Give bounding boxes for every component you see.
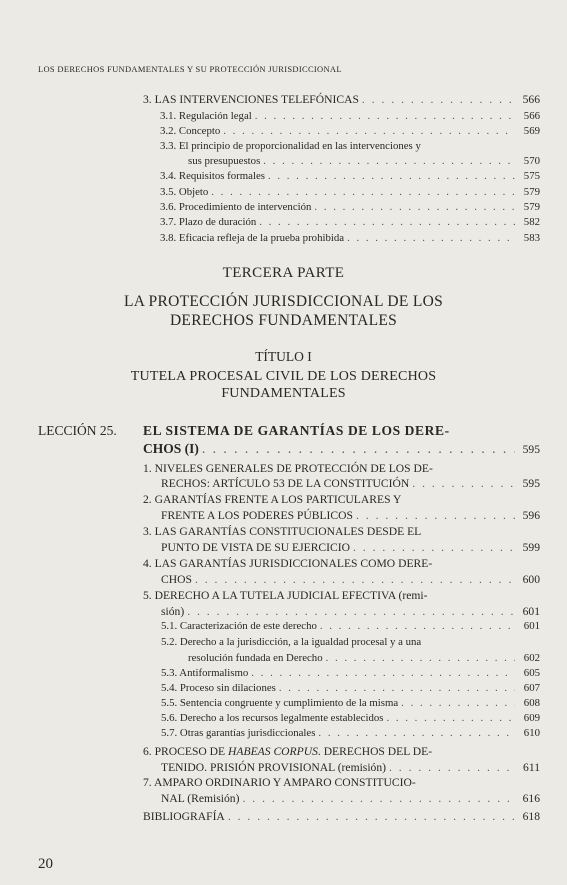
page-number: 20 (38, 856, 53, 872)
toc-entry: TENIDO. PRISIÓN PROVISIONAL (remisión) . . . 611 (161, 761, 540, 774)
toc-entry: 3. LAS INTERVENCIONES TELEFÓNICAS . . . 566 (143, 93, 540, 106)
toc-entry-line: 3.3. El principio de proporcionalidad en las intervenciones y (160, 140, 421, 152)
titulo-title-line-2: FUNDAMENTALES (221, 386, 346, 401)
part-title-line-1: LA PROTECCIÓN JURISDICCIONAL DE LOS (123, 293, 444, 310)
toc-entry-line: 3. LAS GARANTÍAS CONSTITUCIONALES DESDE EL (143, 525, 422, 538)
toc-entry-line: 5.2. Derecho a la jurisdicción, a la igualdad procesal y a una (161, 636, 422, 648)
running-head: LOS DERECHOS FUNDAMENTALES Y SU PROTECCIÓN JURISDICCIONAL (38, 64, 342, 74)
lesson-label: LECCIÓN 25. (38, 423, 117, 438)
toc-entry: 3.2. Concepto . . . 569 (160, 125, 540, 137)
toc-entry: FRENTE A LOS PODERES PÚBLICOS . . . 596 (161, 509, 540, 522)
toc-entry-line: 1. NIVELES GENERALES DE PROTECCIÓN DE LOS DE- (143, 462, 433, 475)
toc-entry: resolución fundada en Derecho . . . 602 (188, 652, 540, 664)
titulo-label: TÍTULO I (255, 349, 312, 364)
toc-entry: sus presupuestos . . . 570 (188, 155, 540, 167)
lesson-title-line-2: CHOS (I) . . . 595 (143, 441, 540, 457)
toc-entry: NAL (Remisión) . . . 616 (161, 792, 540, 805)
toc-entry: 3.5. Objeto . . . 579 (160, 186, 540, 198)
toc-entry: 5.7. Otras garantías jurisdiccionales . . . 610 (161, 727, 540, 739)
toc-entry-line: 4. LAS GARANTÍAS JURISDICCIONALES COMO DERE- (143, 557, 433, 570)
toc-entry-bibliografia: BIBLIOGRAFÍA . . . 618 (143, 810, 540, 823)
toc-entry: 3.8. Eficacia refleja de la prueba prohibida . . . 583 (160, 232, 540, 244)
toc-entry: PUNTO DE VISTA DE SU EJERCICIO . . . 599 (161, 541, 540, 554)
titulo-title-line-1: TUTELA PROCESAL CIVIL DE LOS DERECHOS (130, 369, 437, 384)
toc-entry: 5.3. Antiformalismo . . . 605 (161, 667, 540, 679)
toc-entry: 3.1. Regulación legal . . . 566 (160, 110, 540, 122)
toc-entry: 3.7. Plazo de duración . . . 582 (160, 216, 540, 228)
toc-entry: 5.6. Derecho a los recursos legalmente establecidos . . . 609 (161, 712, 540, 724)
toc-entry: 5.1. Caracterización de este derecho . . . 601 (161, 620, 540, 632)
lesson-title-line-1: EL SISTEMA DE GARANTÍAS DE LOS DERE- (143, 423, 450, 438)
toc-entry-line: 7. AMPARO ORDINARIO Y AMPARO CONSTITUCIO- (143, 776, 416, 789)
toc-entry-line: 6. PROCESO DE HABEAS CORPUS. DERECHOS DEL DE- (143, 745, 433, 758)
toc-entry: 5.4. Proceso sin dilaciones . . . 607 (161, 682, 540, 694)
toc-entry-line: 5. DERECHO A LA TUTELA JUDICIAL EFECTIVA (remi- (143, 589, 428, 602)
toc-entry: 3.4. Requisitos formales . . . 575 (160, 170, 540, 182)
toc-entry: RECHOS: ARTÍCULO 53 DE LA CONSTITUCIÓN . . . 595 (161, 477, 540, 490)
part-label: TERCERA PARTE (222, 265, 345, 281)
toc-entry-line: 2. GARANTÍAS FRENTE A LOS PARTICULARES Y (143, 493, 402, 506)
toc-entry: 3.6. Procedimiento de intervención . . . 579 (160, 201, 540, 213)
part-title-line-2: DERECHOS FUNDAMENTALES (169, 312, 398, 329)
toc-entry: sión) . . . 601 (161, 605, 540, 618)
toc-entry: CHOS . . . 600 (161, 573, 540, 586)
toc-entry: 5.5. Sentencia congruente y cumplimiento de la misma . . . 608 (161, 697, 540, 709)
